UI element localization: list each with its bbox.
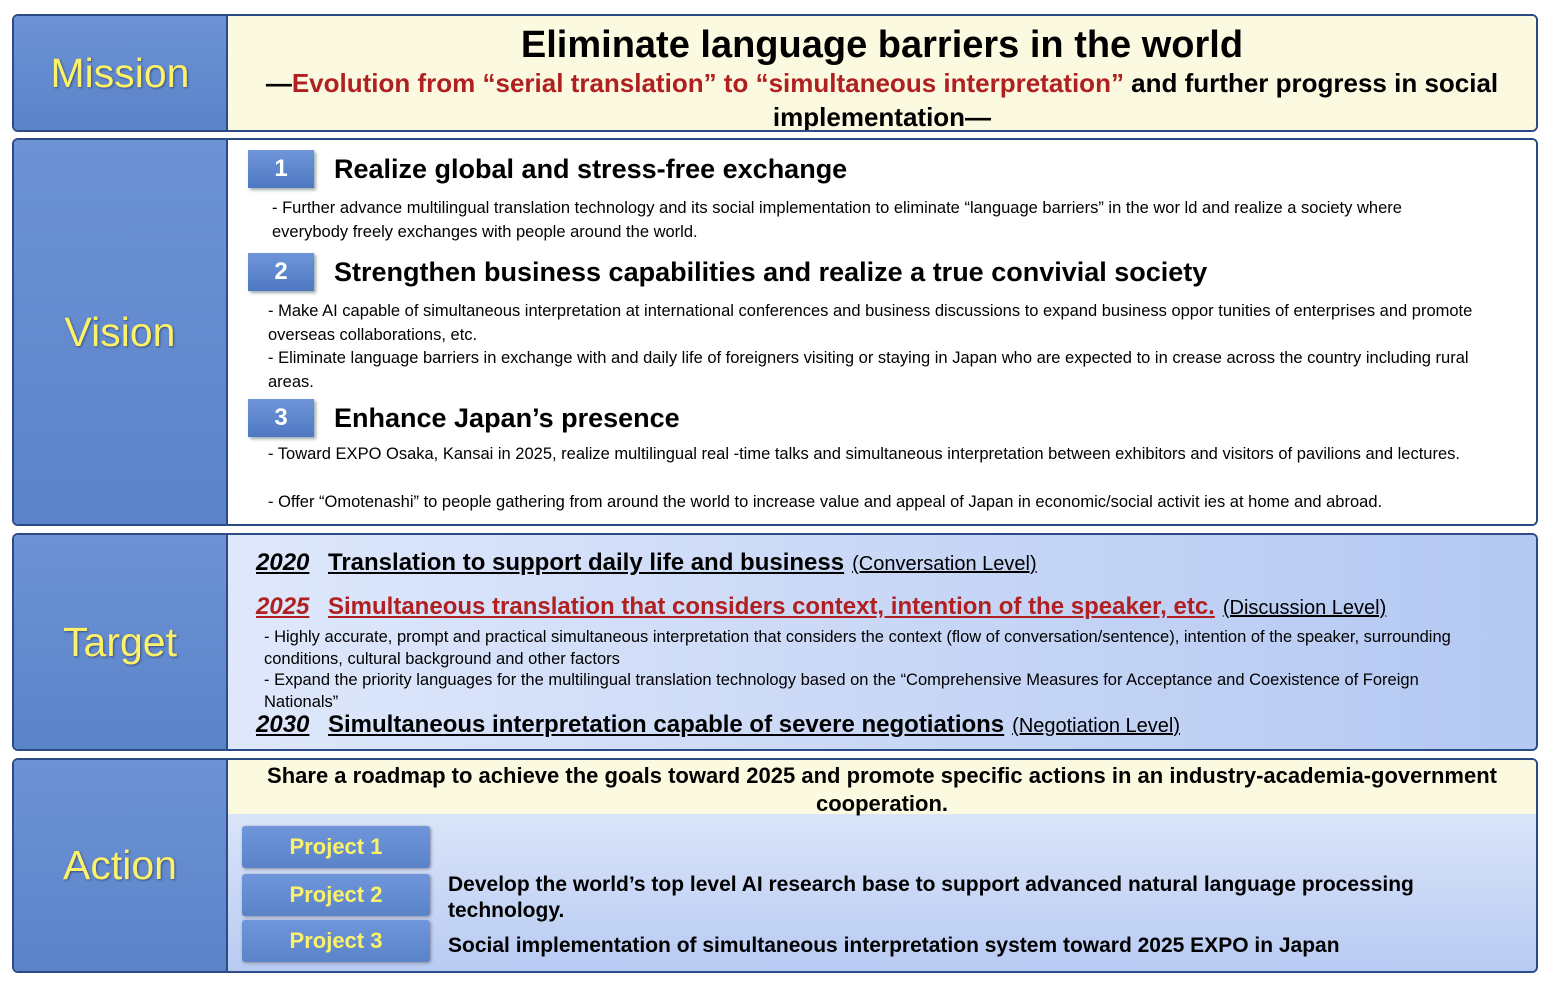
mission-title: Eliminate language barriers in the world [520, 24, 1244, 66]
vision-label: Vision [14, 140, 228, 524]
target-year: 2030 [256, 711, 310, 738]
mission-sub-dash: — [265, 68, 292, 98]
vision-item-2-desc-1: - Make AI capable of simultaneous interpretation at international conferences and business discussions to expand business oppor tunities of enterprises and promote overseas collaborations, etc. [268, 302, 1473, 344]
target-level: (Discussion Level) [1222, 597, 1387, 619]
vision-item-title: Realize global and stress-free exchange [334, 153, 848, 184]
target-label: Target [14, 535, 228, 749]
mission-section [12, 14, 1538, 132]
vision-item-title: Enhance Japan’s presence [334, 402, 680, 433]
action-label: Action [14, 760, 228, 971]
vision-item-3-desc-2: - Offer “Omotenashi” to people gathering from around the world to increase value and appeal of Japan in economic/social activit ies at home and abroad. [268, 493, 1383, 511]
target-content [228, 535, 1536, 749]
mission-subtitle [258, 66, 1506, 132]
target-2025-desc-1: - Highly accurate, prompt and practical simultaneous interpretation that considers the context (flow of conversation/sentence), intention of the speaker, surrounding conditions, cultural background and other factors [264, 628, 1451, 668]
target-title: Translation to support daily life and business [328, 549, 845, 576]
mission-content [228, 16, 1536, 130]
project-1-badge: Project 1 [242, 826, 430, 868]
target-2020 [256, 549, 1037, 577]
target-section [12, 533, 1538, 751]
project-2-badge: Project 2 [242, 874, 430, 916]
project-2-text: Develop the world’s top level AI research base to support advanced natural language processing technology. [448, 873, 1414, 922]
action-content [228, 760, 1536, 971]
target-level: (Conversation Level) [852, 553, 1037, 575]
project-3-text: Social implementation of simultaneous interpretation system toward 2025 EXPO in Japan [448, 934, 1340, 957]
target-2025-desc-2: - Expand the priority languages for the multilingual translation technology based on the “Comprehensive Measures for Acceptance and Coexistence of Foreign Nationals” [264, 671, 1419, 711]
target-title: Simultaneous translation that considers context, intention of the speaker, etc. [328, 593, 1215, 620]
vision-number-badge: 3 [248, 399, 314, 437]
vision-section [12, 138, 1538, 526]
vision-item-3-heading [248, 399, 680, 437]
action-section [12, 758, 1538, 973]
target-2025 [256, 593, 1386, 621]
project-3-badge: Project 3 [242, 920, 430, 962]
target-year: 2025 [256, 593, 310, 620]
target-year: 2020 [256, 549, 310, 576]
mission-label: Mission [14, 16, 228, 130]
vision-content [228, 140, 1536, 524]
vision-number-badge: 1 [248, 150, 314, 188]
vision-number-badge: 2 [248, 253, 314, 291]
target-2030 [256, 711, 1180, 739]
vision-item-1-heading [248, 150, 847, 188]
target-level: (Negotiation Level) [1012, 715, 1181, 737]
mission-sub-highlight: Evolution from “serial translation” to “simultaneous interpretation” [291, 68, 1124, 98]
vision-item-2-desc-2: - Eliminate language barriers in exchange with and daily life of foreigners visiting or staying in Japan who are expected to in crease across the country including rural areas. [268, 349, 1469, 391]
vision-item-title: Strengthen business capabilities and realize a true convivial society [334, 256, 1208, 287]
action-summary: Share a roadmap to achieve the goals toward 2025 and promote specific actions in an industry-academia-government cooperation. [228, 760, 1536, 814]
vision-item-2-heading [248, 253, 1207, 291]
vision-item-3-desc-1: - Toward EXPO Osaka, Kansai in 2025, realize multilingual real -time talks and simultaneous interpretation between exhibitors and visitors of pavilions and lectures. [268, 445, 1460, 463]
vision-item-1-desc: - Further advance multilingual translation technology and its social implementation to eliminate “language barriers” in the wor ld and realize a society where everybody freely exchanges with people around the world. [272, 199, 1402, 241]
mission-sub-rest: and further progress in social implementation— [772, 68, 1499, 132]
target-title: Simultaneous interpretation capable of severe negotiations [328, 711, 1005, 738]
